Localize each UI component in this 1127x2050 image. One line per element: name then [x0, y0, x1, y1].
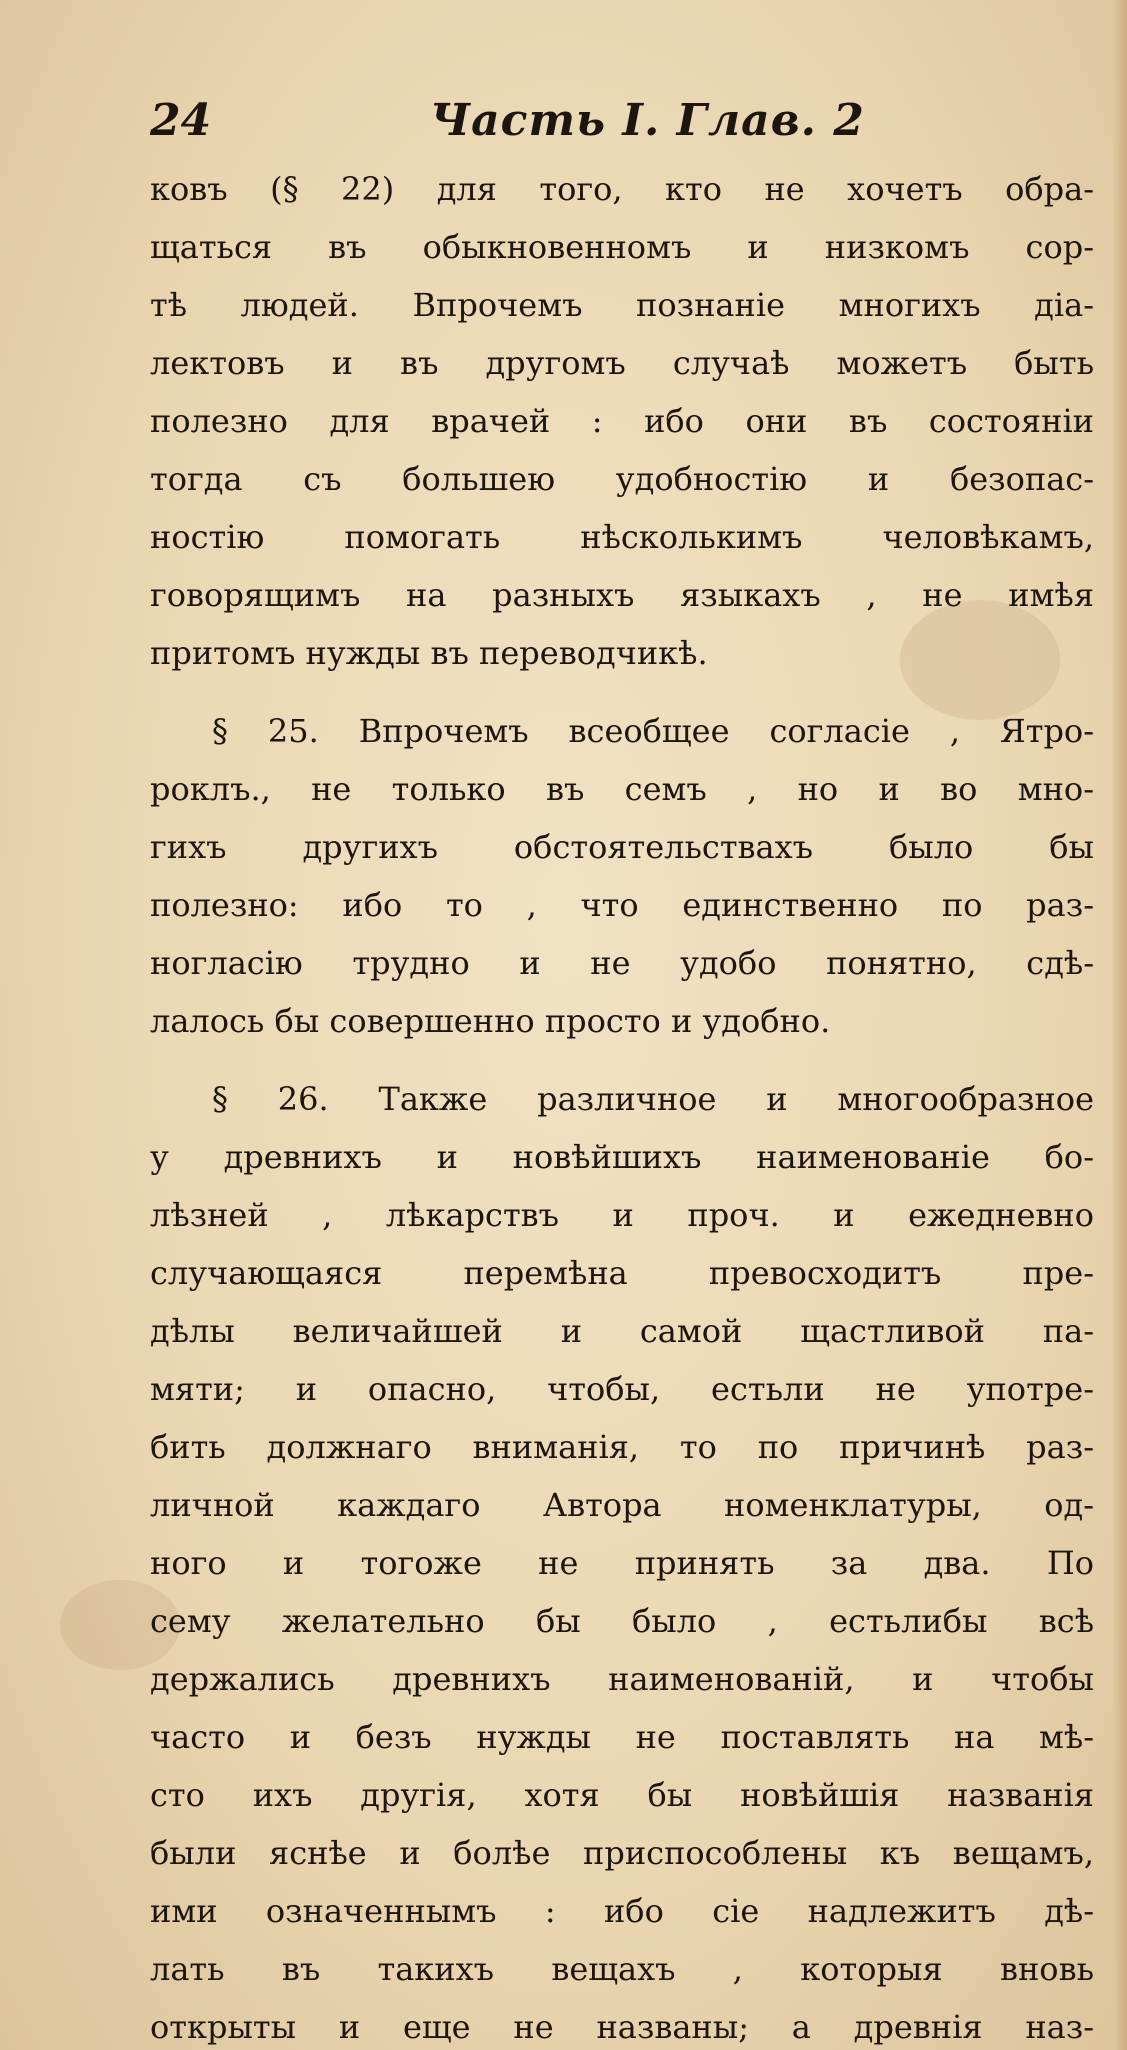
text-line: ногласію трудно и не удобо понятно, сдѣ- — [150, 944, 1094, 982]
text-line: ими означеннымъ : ибо сіе надлежитъ дѣ- — [150, 1892, 1094, 1930]
running-title: Часть I. Глав. 2 — [430, 95, 865, 146]
text-line: у древнихъ и новѣйшихъ наименованіе бо- — [150, 1138, 1094, 1176]
body-text — [150, 160, 1094, 2050]
text-line: ного и тогоже не принять за два. По — [150, 1544, 1094, 1582]
text-line: лѣзней , лѣкарствъ и проч. и ежедневно — [150, 1196, 1094, 1234]
text-line: роклъ., не только въ семъ , но и во мно- — [150, 770, 1094, 808]
text-line: бить должнаго вниманія, то по причинѣ раз- — [150, 1428, 1094, 1466]
text-line: часто и безъ нужды не поставлять на мѣ- — [150, 1718, 1094, 1756]
page-header — [150, 95, 880, 155]
text-line: гихъ другихъ обстоятельствахъ было бы — [150, 828, 1094, 866]
text-line: лать въ такихъ вещахъ , которыя вновь — [150, 1950, 1094, 1988]
text-line: были яснѣе и болѣе приспособлены къ вещамъ, — [150, 1834, 1094, 1872]
text-line: мяти; и опасно, чтобы, естьли не употре- — [150, 1370, 1094, 1408]
text-line: ковъ (§ 22) для того, кто не хочетъ обра- — [150, 170, 1094, 208]
text-line: держались древнихъ наименованій, и чтобы — [150, 1660, 1094, 1698]
text-line: открыты и еще не названы; а древнія наз- — [150, 2008, 1094, 2046]
text-line: § 26. Также различное и многообразное — [212, 1080, 1094, 1118]
text-line: полезно для врачей : ибо они въ состояніи — [150, 402, 1094, 440]
text-line: щаться въ обыкновенномъ и низкомъ сор- — [150, 228, 1094, 266]
paragraph-section-26 — [150, 1070, 1094, 2050]
text-line: дѣлы величайшей и самой щастливой па- — [150, 1312, 1094, 1350]
text-line: полезно: ибо то , что единственно по раз- — [150, 886, 1094, 924]
paragraph-section-25 — [150, 702, 1094, 1050]
text-line: говорящимъ на разныхъ языкахъ , не имѣя — [150, 576, 1094, 614]
paragraph-continuation — [150, 160, 1094, 682]
text-line: ностію помогать нѣсколькимъ человѣкамъ, — [150, 518, 1094, 556]
text-line: § 25. Впрочемъ всеобщее согласіе , Ятро- — [212, 712, 1094, 750]
page-edge — [1113, 0, 1127, 2050]
text-line: личной каждаго Автора номенклатуры, од- — [150, 1486, 1094, 1524]
text-line: лектовъ и въ другомъ случаѣ можетъ быть — [150, 344, 1094, 382]
text-line: тѣ людей. Впрочемъ познаніе многихъ діа- — [150, 286, 1094, 324]
text-line: сему желательно бы было , естьлибы всѣ — [150, 1602, 1094, 1640]
text-line: лалось бы совершенно просто и удобно. — [150, 1002, 831, 1040]
text-line: случающаяся перемѣна превосходитъ пре- — [150, 1254, 1094, 1292]
text-line: сто ихъ другія, хотя бы новѣйшія названія — [150, 1776, 1094, 1814]
text-line: притомъ нужды въ переводчикѣ. — [150, 634, 708, 672]
text-line: тогда съ большею удобностію и безопас- — [150, 460, 1094, 498]
page-number: 24 — [150, 95, 212, 146]
